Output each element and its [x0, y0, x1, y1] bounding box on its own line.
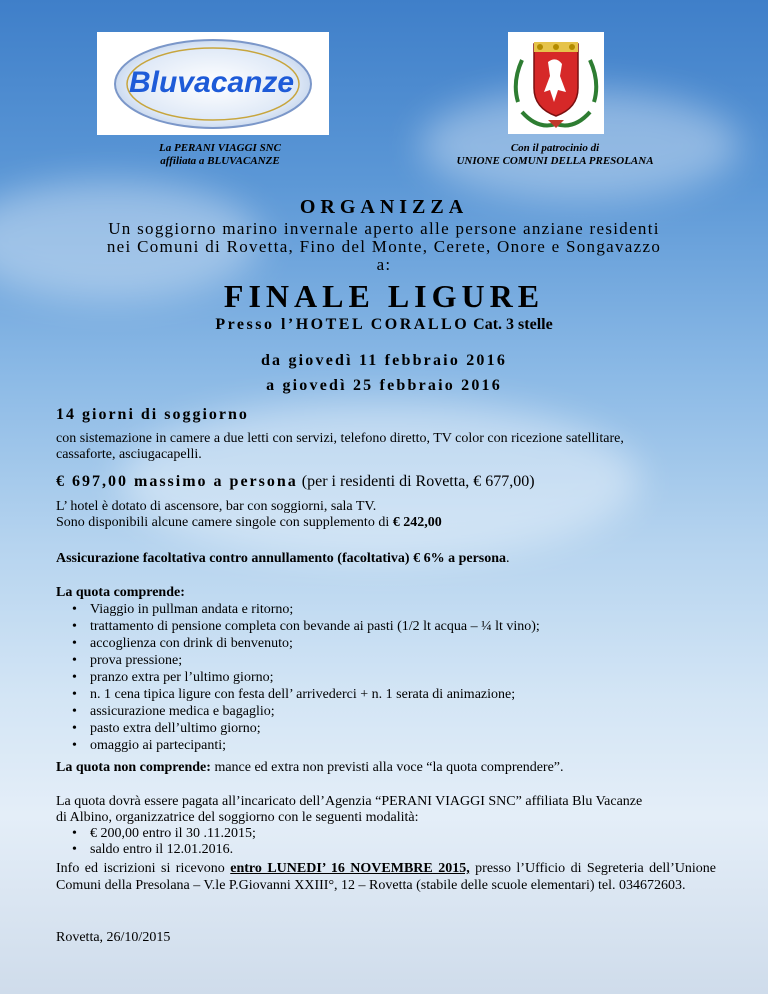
hotel-amenities: L’ hotel è dotato di ascensore, bar con soggiorni, sala TV. — [56, 499, 377, 514]
intro-line: a: — [376, 255, 392, 274]
caption-line: affiliata a BLUVACANZE — [160, 155, 280, 167]
intro-line: nei Comuni di Rovetta, Fino del Monte, Cerete, Onore e Songavazzo — [106, 237, 662, 256]
caption-line: Con il patrocinio di — [510, 142, 600, 154]
insurance-text: Assicurazione facoltativa contro annullamento (facoltativa) € 6% a persona — [56, 551, 507, 566]
list-item: • pasto extra dell’ultimo giorno; — [68, 720, 708, 737]
registration-info — [56, 860, 716, 894]
single-room-line — [56, 515, 716, 531]
payment-text — [56, 794, 716, 826]
date-to: a giovedì 25 febbraio 2016 — [266, 377, 502, 394]
price-main: € 697,00 massimo a persona — [56, 473, 298, 490]
info-rest: presso l’Ufficio di Segreteria dell’Unione Comuni della Presolana – V.le P.Giovanni XXIII°, 12 – Rovetta (stabile delle scuole elementari) tel. 034672603. — [56, 861, 716, 893]
price-note: (per i residenti di Rovetta, € 677,00) — [301, 473, 535, 490]
excludes-text: mance ed extra non previsti alla voce “la quota comprendere”. — [210, 760, 564, 775]
list-item: • n. 1 cena tipica ligure con festa dell’ arrivederci + n. 1 serata di animazione; — [68, 686, 708, 703]
insurance-line — [56, 551, 716, 567]
place-date: Rovetta, 26/10/2015 — [56, 930, 171, 945]
list-item: • omaggio ai partecipanti; — [68, 737, 708, 754]
hotel-name: Presso l’HOTEL CORALLO — [215, 316, 470, 333]
payment-line: La quota dovrà essere pagata all’incaricato dell’Agenzia “PERANI VIAGGI SNC” affiliata Blu Vacanze — [56, 794, 643, 809]
date-from: da giovedì 11 febbraio 2016 — [260, 352, 508, 369]
intro-text — [40, 220, 728, 274]
list-item: • € 200,00 entro il 30 .11.2015; — [68, 826, 708, 842]
desc-line: con sistemazione in camere a due letti con servizi, telefono diretto, TV color con ricezione satellitare, — [56, 431, 624, 446]
insurance-end: . — [506, 551, 510, 566]
coat-of-arms — [508, 32, 604, 134]
logo-wordmark: Bluvacanze — [129, 66, 295, 99]
hotel-info — [56, 499, 716, 531]
single-room-amount: € 242,00 — [392, 515, 442, 530]
includes-title: La quota comprende: — [56, 585, 185, 600]
intro-line: Un soggiorno marino invernale aperto alle persone anziane residenti — [108, 219, 660, 238]
price-line — [56, 474, 716, 490]
payment-line: di Albino, organizzatrice del soggiorno con le seguenti modalità: — [56, 810, 419, 825]
list-item: • pranzo extra per l’ultimo giorno; — [68, 669, 708, 686]
list-item: • Viaggio in pullman andata e ritorno; — [68, 601, 708, 618]
bluvacanze-logo — [97, 32, 329, 135]
caption-line: La PERANI VIAGGI SNC — [159, 142, 281, 154]
excludes-title: La quota non comprende: — [56, 760, 211, 775]
organizer-caption — [120, 142, 320, 168]
info-prefix: Info ed iscrizioni si ricevono — [56, 861, 231, 876]
includes-list — [68, 601, 708, 754]
list-item: • prova pressione; — [68, 652, 708, 669]
hotel-line — [40, 316, 728, 334]
stay-description — [56, 431, 716, 463]
excludes-line — [56, 760, 716, 776]
desc-line: cassaforte, asciugacapelli. — [56, 447, 202, 462]
organizza-heading: ORGANIZZA — [299, 196, 469, 218]
caption-line: UNIONE COMUNI DELLA PRESOLANA — [456, 155, 654, 167]
list-item: • accoglienza con drink di benvenuto; — [68, 635, 708, 652]
stay-title: 14 giorni di soggiorno — [56, 406, 249, 423]
destination-title: FINALE LIGURE — [223, 278, 545, 314]
stay-dates — [40, 348, 728, 398]
hotel-category: Cat. 3 stelle — [473, 316, 553, 333]
list-item: • trattamento di pensione completa con bevande ai pasti (1/2 lt acqua – ¼ lt vino); — [68, 618, 708, 635]
patronage-caption — [420, 142, 690, 168]
info-deadline: entro LUNEDI’ 16 NOVEMBRE 2015, — [230, 861, 470, 876]
list-item: • assicurazione medica e bagaglio; — [68, 703, 708, 720]
single-room-text: Sono disponibili alcune camere singole con supplemento di — [56, 515, 393, 530]
list-item: • saldo entro il 12.01.2016. — [68, 842, 708, 858]
payment-list — [68, 826, 708, 858]
